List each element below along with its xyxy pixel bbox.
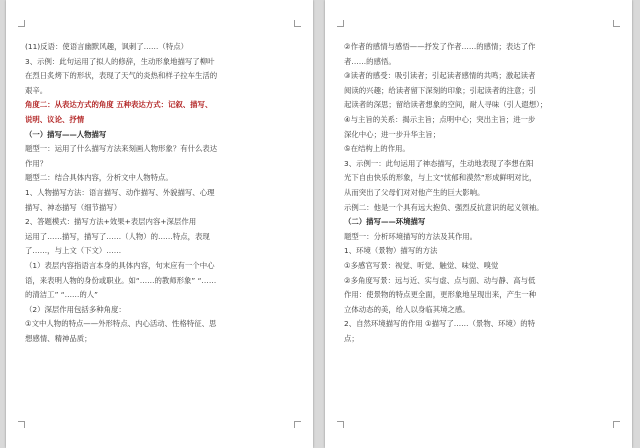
page-text-left (25, 40, 294, 346)
section-heading: 角度二：从表达方式的角度 五种表达方式：记叙、描写、 (25, 100, 213, 110)
text-line: 3、示例：此句运用了拟人的修辞，生动形象地描写了柳叶 (25, 56, 215, 66)
text-line: ②作者的感情与感悟——抒发了作者……的感情；表达了作 (344, 42, 536, 51)
text-line: ①文中人物的特点——外形特点、内心活动、性格特征、思 (25, 319, 217, 329)
text-line: 的清洁工” “……的人” (25, 290, 98, 300)
text-line: 想感情、精神品质； (25, 333, 92, 343)
crop-mark (337, 421, 344, 428)
text-line: 1、环境（景物）描写的方法 (344, 246, 438, 256)
text-line: 阅读的兴趣；给读者留下深刻的印象；引起读者的注意；引 (344, 85, 537, 95)
crop-mark (18, 421, 25, 428)
crop-mark (294, 421, 301, 428)
subsection-heading: （二）描写——环境描写 (344, 217, 426, 227)
text-line: 2、自然环境描写的作用 ①描写了……（景物、环境）的特 (344, 319, 536, 329)
text-line: 点； (344, 333, 359, 343)
text-line: 题型二：结合具体内容，分析文中人物特点。 (25, 173, 173, 183)
text-line: ②多角度写景：远与近、实与虚、点与面、动与静、高与低 (344, 275, 536, 285)
text-line: 立体动态的美，给人以身临其境之感。 (344, 304, 470, 314)
text-line: （2）深层作用包括多种角度： (25, 304, 126, 314)
text-line: ③读者的感受：吸引读者；引起读者感情的共鸣；激起读者 (344, 71, 536, 81)
text-line: 了……，与上文（下文）…… (25, 246, 122, 256)
section-heading: 说明、议论、抒情 (25, 114, 85, 124)
text-line: 运用了……描写，描写了……（人物）的……特点，表现 (25, 231, 210, 241)
text-line: 语，来表明人物的身份或职业。如“……的教师形象” “…… (25, 275, 217, 285)
subsection-heading: （一）描写——人物描写 (25, 129, 107, 139)
text-line: 者……的感悟。 (344, 56, 396, 66)
text-line: ⑤在结构上的作用。 (344, 144, 410, 154)
text-line: 从而突出了父母们对对他产生的巨大影响。 (344, 187, 485, 197)
text-line: 作用？ (25, 158, 48, 168)
text-line: 光下自由快乐的形象，与上文“忧郁和漠然”形成鲜明对比， (344, 173, 537, 183)
text-line: ①多感官写景：视觉、听觉、触觉、味觉、嗅觉 (344, 260, 499, 270)
text-line: 2、答题模式：描写方法+效果+表层内容+深层作用 (25, 217, 197, 227)
text-line: 题型一：运用了什么描写方法来刻画人物形象？有什么表达 (25, 144, 218, 154)
text-line: （1）表层内容指语言本身的具体内容，句末应有一个中心 (25, 260, 215, 270)
document-page-left (6, 0, 313, 448)
text-line: 深化中心；进一步升华主旨； (344, 129, 441, 139)
text-line: 在烈日炙烤下的形状，表现了天气的炎热和样子拉车生活的 (25, 71, 218, 81)
text-line: 题型一：分析环境描写的方法及其作用。 (344, 231, 478, 241)
crop-mark (337, 20, 344, 27)
text-line: 艰辛。 (25, 85, 48, 95)
crop-mark (18, 20, 25, 27)
crop-mark (613, 421, 620, 428)
page-text-right (344, 40, 613, 346)
text-line: 3、示例一：此句运用了神态描写，生动地表现了李想在阳 (344, 158, 534, 168)
text-line: 起读者的深思；留给读者想象的空间，耐人寻味（引人遐想）； (344, 100, 548, 110)
text-line: (11)反语：使语言幽默风趣，讽刺了……（特点） (25, 42, 188, 51)
crop-mark (294, 20, 301, 27)
text-line: 1、人物描写方法：语言描写、动作描写、外貌描写、心理 (25, 187, 215, 197)
document-page-right (325, 0, 632, 448)
text-line: ④与主旨的关系：揭示主旨；点明中心；突出主旨；进一步 (344, 114, 536, 124)
text-line: 示例二：他是一个具有远大抱负、强烈反抗意识的起义领袖。 (344, 202, 544, 212)
text-line: 描写、神态描写（细节描写） (25, 202, 122, 212)
crop-mark (613, 20, 620, 27)
text-line: 作用：使景物的特点更全面，更形象地呈现出来，产生一种 (344, 290, 537, 300)
